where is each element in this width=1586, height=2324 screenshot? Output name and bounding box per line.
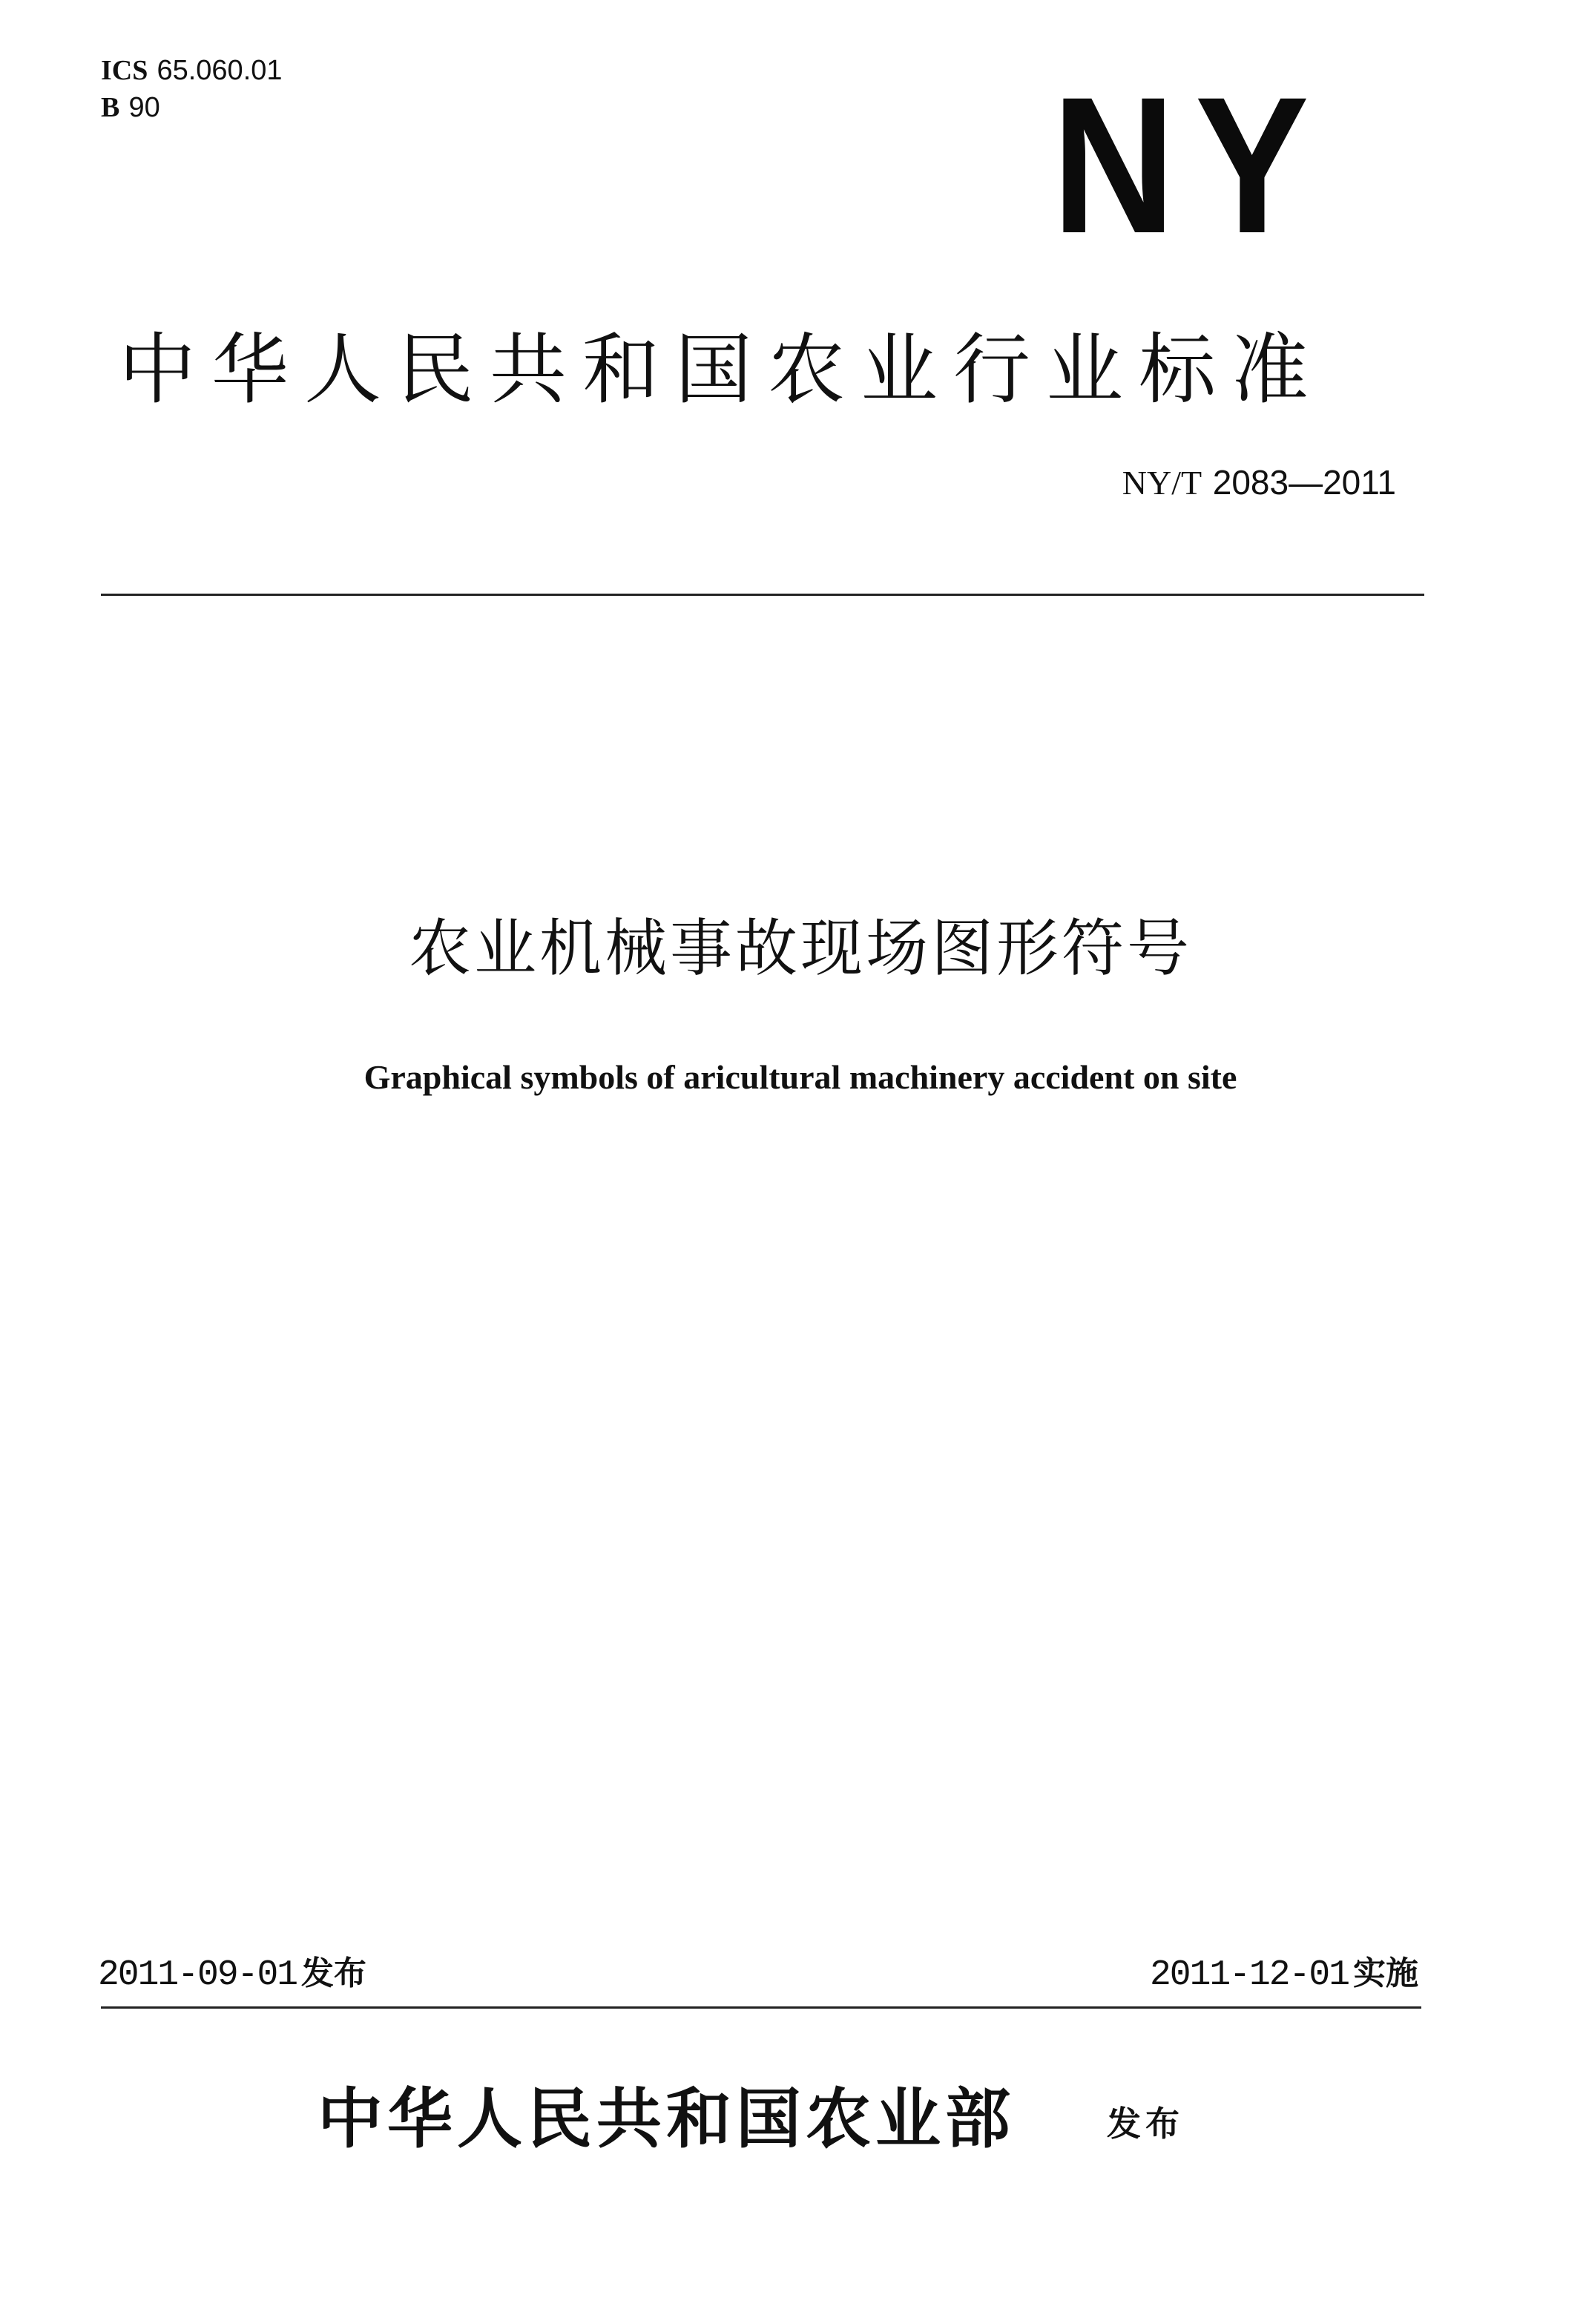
standard-number-value: 2083—2011 <box>1212 463 1396 502</box>
standard-number <box>1122 463 1396 502</box>
publish-word: 发布 <box>301 1954 367 1992</box>
ccs-code: 90 <box>128 92 160 123</box>
standard-category-title: 中华人民共和国农业行业标准 <box>119 324 1325 415</box>
top-divider <box>101 594 1424 596</box>
ccs-classification <box>101 91 160 124</box>
document-title-en: Graphical symbols of aricultural machinery accident on site <box>363 1058 1237 1096</box>
implement-word: 实施 <box>1353 1954 1418 1992</box>
publish-date: 2011-09-01 <box>98 1955 297 1995</box>
publish-date-line <box>98 1950 366 1998</box>
implement-date-line <box>1150 1950 1418 1998</box>
ics-classification <box>101 53 283 87</box>
ccs-label: B <box>101 92 120 123</box>
publisher-name: 中华人民共和国农业部 <box>317 2080 1016 2157</box>
implement-date: 2011-12-01 <box>1149 1955 1349 1995</box>
bottom-divider <box>101 2006 1421 2009</box>
ics-label: ICS <box>101 55 148 86</box>
ny-logo: NY <box>1052 56 1329 274</box>
publisher-suffix: 发布 <box>1107 2104 1184 2144</box>
document-title-cn: 农业机械事故现场图形符号 <box>408 912 1192 985</box>
ics-code: 65.060.01 <box>157 55 283 86</box>
standard-number-prefix: NY/T <box>1122 464 1202 502</box>
